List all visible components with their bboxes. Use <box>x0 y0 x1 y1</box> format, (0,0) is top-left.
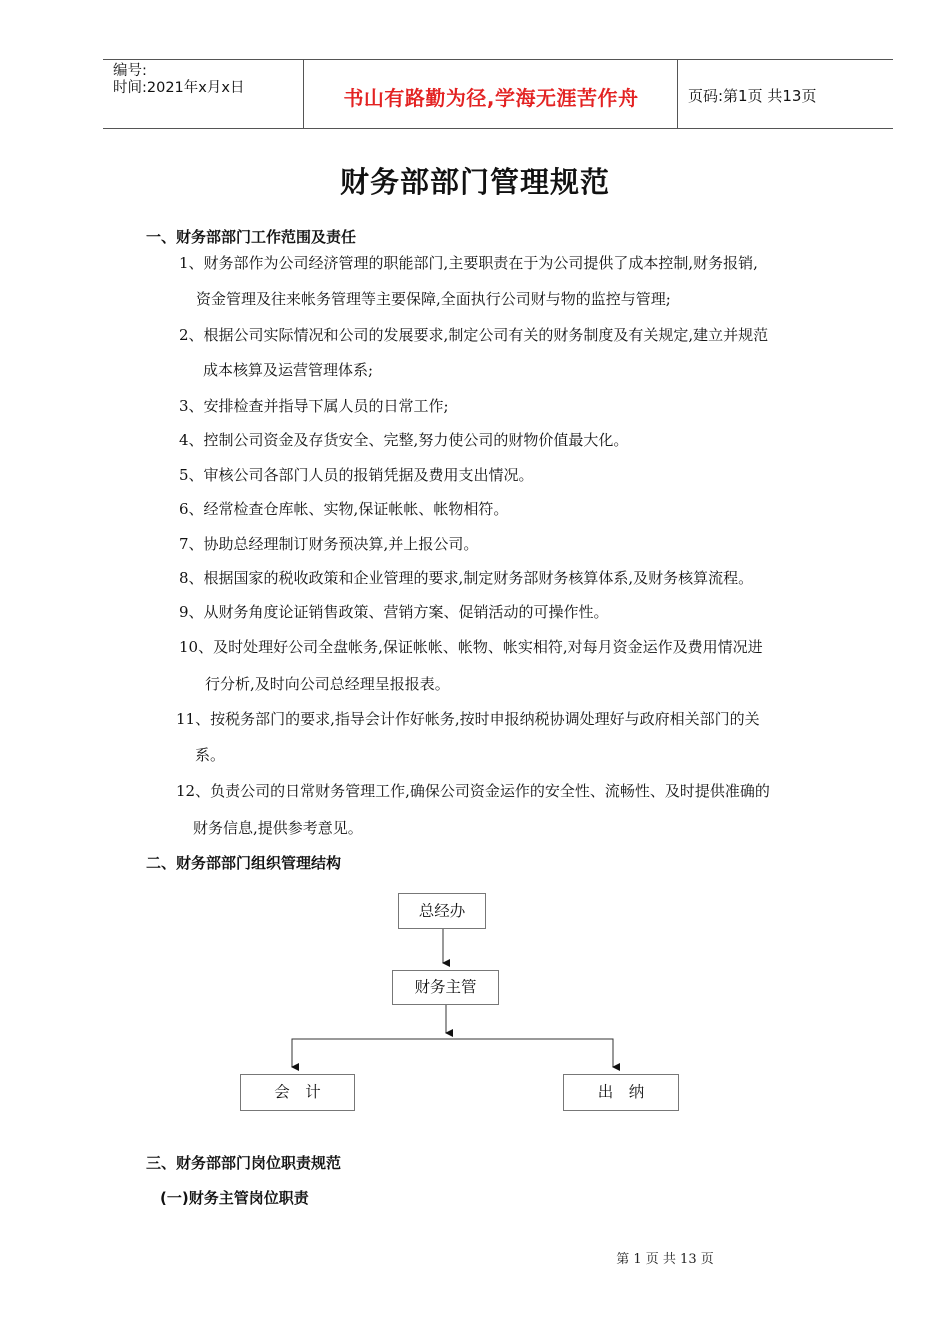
paragraph-line: 6、经常检查仓库帐、实物,保证帐帐、帐物相符。 <box>179 500 509 518</box>
paragraph-line: 1、财务部作为公司经济管理的职能部门,主要职责在于为公司提供了成本控制,财务报销, <box>179 254 758 272</box>
section-heading-duties: 三、财务部部门岗位职责规范 <box>146 1154 342 1172</box>
paragraph-line: 资金管理及往来帐务管理等主要保障,全面执行公司财与物的监控与管理; <box>196 290 671 308</box>
paragraph-line: 2、根据公司实际情况和公司的发展要求,制定公司有关的财务制度及有关规定,建立并规范 <box>179 326 769 344</box>
paragraph-line: 财务信息,提供参考意见。 <box>193 819 363 837</box>
header-page-label: 页码:第1页 共13页 <box>688 87 817 105</box>
header-motto: 书山有路勤为径,学海无涯苦作舟 <box>343 86 639 110</box>
section-heading-scope: 一、财务部部门工作范围及责任 <box>146 228 357 246</box>
document-title: 财务部部门管理规范 <box>339 165 610 199</box>
paragraph-line: 7、协助总经理制订财务预决算,并上报公司。 <box>179 535 479 553</box>
org-node-accountant: 会 计 <box>240 1074 355 1111</box>
paragraph-line: 4、控制公司资金及存货安全、完整,努力使公司的财物价值最大化。 <box>179 431 629 449</box>
paragraph-line: 12、负责公司的日常财务管理工作,确保公司资金运作的安全性、流畅性、及时提供准确的 <box>176 782 770 800</box>
paragraph-line: 8、根据国家的税收政策和企业管理的要求,制定财务部财务核算体系,及财务核算流程。 <box>179 569 754 587</box>
paragraph-line: 10、及时处理好公司全盘帐务,保证帐帐、帐物、帐实相符,对每月资金运作及费用情况进 <box>179 638 763 656</box>
paragraph-line: 9、从财务角度论证销售政策、营销方案、促销活动的可操作性。 <box>179 603 609 621</box>
document-time-label: 时间:2021年x月x日 <box>113 80 245 96</box>
paragraph-line: 系。 <box>195 746 226 764</box>
page-footer: 第 1 页 共 13 页 <box>616 1252 714 1267</box>
paragraph-line: 5、审核公司各部门人员的报销凭据及费用支出情况。 <box>179 466 534 484</box>
section-heading-org-structure: 二、财务部部门组织管理结构 <box>146 854 342 872</box>
document-number-label: 编号: <box>113 63 147 79</box>
paragraph-line: 11、按税务部门的要求,指导会计作好帐务,按时申报纳税协调处理好与政府相关部门的关 <box>176 710 760 728</box>
paragraph-line: 行分析,及时向公司总经理呈报报表。 <box>205 675 450 693</box>
connector-branch <box>292 1039 613 1065</box>
org-node-general-office: 总经办 <box>398 893 486 929</box>
sub-heading-supervisor-duties: (一)财务主管岗位职责 <box>160 1189 309 1207</box>
org-node-cashier: 出 纳 <box>563 1074 679 1111</box>
paragraph-line: 成本核算及运营管理体系; <box>203 361 374 379</box>
paragraph-line: 3、安排检查并指导下属人员的日常工作; <box>179 397 449 415</box>
org-node-finance-supervisor: 财务主管 <box>392 970 499 1005</box>
